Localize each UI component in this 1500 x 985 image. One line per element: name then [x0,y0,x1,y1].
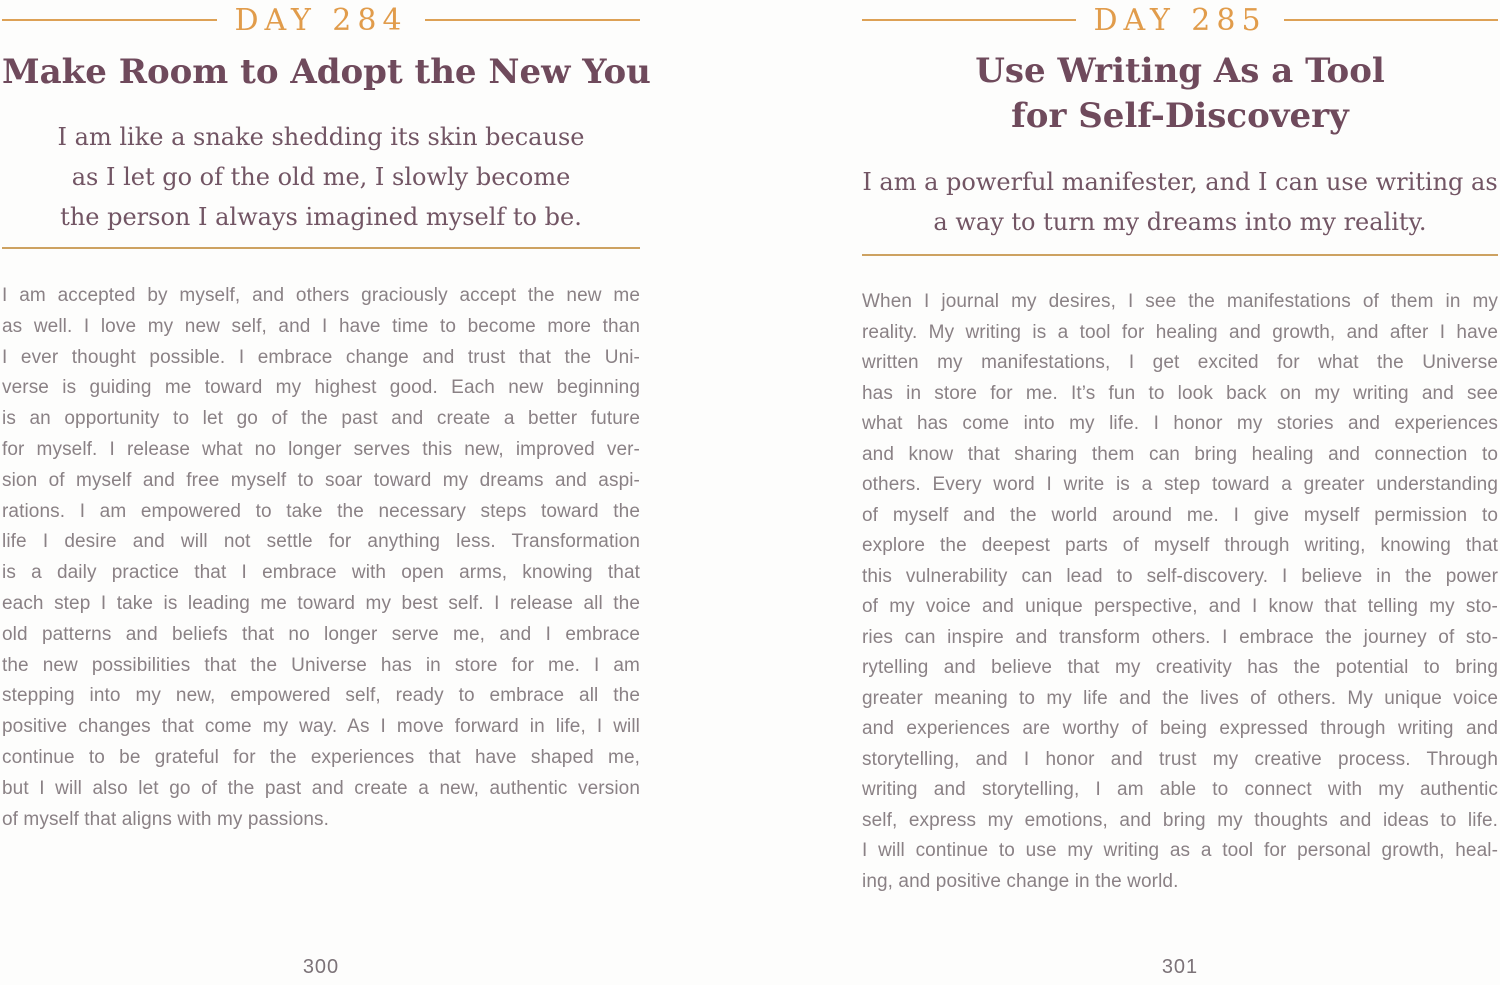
header-rule-right [425,19,640,21]
text-line: each step I take is leading me toward my best self. I release all the [2,592,640,614]
text-line: life I desire and will not settle for anything less. Transformation [2,531,640,553]
text-line: a way to turn my dreams into my reality. [933,208,1427,236]
text-line: writing and storytelling, I am able to connect with my authentic [862,779,1498,800]
day-label: DAY 285 [1093,3,1267,38]
divider-rule [862,254,1498,256]
header-rule-right [1284,19,1498,21]
text-line: storytelling, and I honor and trust my creative process. Through [862,748,1498,770]
text-line: as well. I love my new self, and I have time to become more than [2,315,640,337]
text-line: Use Writing As a Tool [975,51,1385,91]
text-line: reality. My writing is a tool for healing and growth, and after I have [862,321,1498,343]
divider-rule [2,247,640,249]
affirmation-text [862,162,1498,242]
text-line: Make Room to Adopt the New You [2,52,651,92]
text-line: ing, and positive change in the world. [862,870,1179,892]
text-line: of myself and the world around me. I give myself permission to [862,504,1498,526]
day-header [2,0,640,40]
text-line: for myself. I release what no longer serves this new, improved ver- [2,438,640,460]
text-line: and experiences are worthy of being expressed through writing and [862,718,1498,739]
right-page [862,0,1498,985]
text-line: is a daily practice that I embrace with open arms, knowing that [2,562,640,584]
text-line: written my manifestations, I get excited for what the Universe [862,352,1498,373]
text-line: I ever thought possible. I embrace change and trust that the Uni- [2,346,640,368]
page-number: 300 [302,956,340,978]
text-line: When I journal my desires, I see the manifestations of them in my [862,291,1498,312]
body-text [862,287,1498,897]
text-line: I am accepted by myself, and others graciously accept the new me [2,285,640,306]
text-line: rations. I am empowered to take the necessary steps toward the [2,500,640,522]
text-line: and know that sharing them can bring healing and connection to [862,443,1498,465]
text-line: sion of myself and free myself to soar toward my dreams and aspi- [2,469,640,491]
text-line: greater meaning to my life and the lives of others. My unique voice [862,687,1498,709]
text-line: of myself that aligns with my passions. [2,808,330,830]
text-line: verse is guiding me toward my highest good. Each new beginning [2,377,640,399]
text-line: rytelling and believe that my creativity has the potential to bring [862,657,1498,678]
affirmation-text [2,117,640,237]
header-rule-left [2,19,217,21]
page-title [2,50,651,95]
text-line: this vulnerability can lead to self-discovery. I believe in the power [862,565,1498,587]
text-line: self, express my emotions, and bring my thoughts and ideas to life. [862,809,1498,831]
text-line: has in store for me. It’s fun to look back on my writing and see [862,382,1498,404]
text-line: others. Every word I write is a step toward a greater understanding [862,474,1498,495]
text-line: for Self-Discovery [1011,96,1349,136]
text-line: of my voice and unique perspective, and I know that telling my sto- [862,596,1498,617]
page-title [862,49,1498,139]
text-line: is an opportunity to let go of the past and create a better future [2,408,640,430]
text-line: ries can inspire and transform others. I embrace the journey of sto- [862,626,1498,648]
text-line: explore the deepest parts of myself through writing, knowing that [862,535,1498,556]
text-line: positive changes that come my way. As I move forward in life, I will [2,716,640,738]
text-line: I am a powerful manifester, and I can use writing as [862,168,1498,196]
header-rule-left [862,19,1076,21]
text-line: I will continue to use my writing as a tool for personal growth, heal- [862,840,1498,861]
text-line: the person I always imagined myself to be. [60,203,582,231]
text-line: what has come into my life. I honor my stories and experiences [862,413,1498,434]
text-line: I am like a snake shedding its skin because [57,123,585,151]
text-line: the new possibilities that the Universe has in store for me. I am [2,654,640,676]
body-text [2,281,640,835]
text-line: continue to be grateful for the experiences that have shaped me, [2,746,640,768]
text-line: stepping into my new, empowered self, ready to embrace all the [2,685,640,707]
page-number: 301 [1161,956,1199,978]
text-line: as I let go of the old me, I slowly become [71,163,571,191]
text-line: old patterns and beliefs that no longer serve me, and I embrace [2,623,640,645]
day-label: DAY 284 [234,3,408,38]
left-page [2,0,651,985]
day-header [862,0,1498,40]
text-line: but I will also let go of the past and create a new, authentic version [2,777,640,799]
